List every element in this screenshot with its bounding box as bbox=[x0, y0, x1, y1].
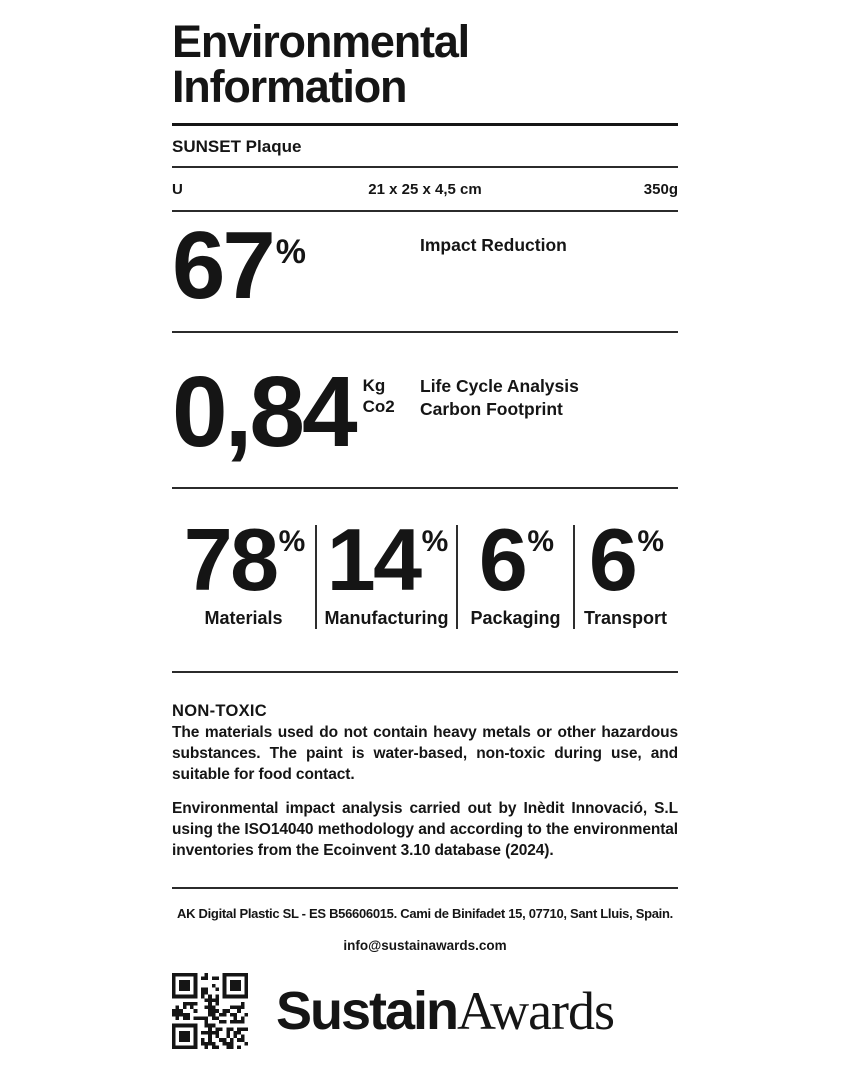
carbon-footprint-label bbox=[420, 375, 579, 421]
analysis-paragraph: Environmental impact analysis carried out by Inèdit Innovació, S.L using the ISO14040 methodology and according to the environmental inventories from the Ecoinvent 3.10 database (2024). bbox=[172, 800, 678, 859]
breakdown-transport-value-group bbox=[588, 510, 665, 609]
carbon-label-line1: Life Cycle Analysis bbox=[420, 376, 579, 396]
product-dimensions: 21 x 25 x 4,5 cm bbox=[368, 181, 482, 198]
contact-email: info@sustainawards.com bbox=[343, 938, 507, 953]
breakdown-materials bbox=[172, 510, 315, 629]
breakdown-materials-label: Materials bbox=[204, 608, 283, 628]
breakdown-packaging-value: 6 bbox=[478, 510, 526, 609]
footer-logo-row bbox=[172, 973, 678, 1049]
breakdown-transport-percent-sign: % bbox=[637, 525, 665, 558]
breakdown-packaging bbox=[458, 510, 573, 629]
carbon-footprint-metric bbox=[172, 333, 678, 487]
impact-reduction-label: Impact Reduction bbox=[420, 235, 567, 255]
breakdown-materials-value-group bbox=[183, 510, 306, 609]
nontoxic-heading: NON-TOXIC bbox=[172, 702, 267, 720]
breakdown-packaging-label: Packaging bbox=[470, 608, 561, 628]
divider-footer bbox=[172, 887, 678, 889]
breakdown-materials-value: 78 bbox=[183, 510, 277, 609]
logo-awards-text: Awards bbox=[457, 981, 615, 1041]
nontoxic-paragraph: The materials used do not contain heavy metals or other hazardous substances. The paint is water-based, non-toxic during use, and suitable for food contact. bbox=[172, 724, 678, 783]
impact-reduction-metric bbox=[172, 212, 678, 331]
breakdown-manufacturing-percent-sign: % bbox=[421, 525, 449, 558]
logo-sustain-text: Sustain bbox=[276, 981, 458, 1041]
carbon-label-line2: Carbon Footprint bbox=[420, 399, 563, 419]
breakdown-packaging-percent-sign: % bbox=[527, 525, 555, 558]
breakdown-packaging-value-group bbox=[478, 510, 555, 609]
breakdown-transport bbox=[575, 510, 676, 629]
breakdown-transport-label: Transport bbox=[583, 608, 667, 628]
qr-code-icon bbox=[172, 973, 248, 1049]
product-weight: 350g bbox=[643, 181, 678, 198]
breakdown-materials-percent-sign: % bbox=[278, 525, 306, 558]
notes-section bbox=[172, 673, 678, 887]
impact-breakdown-row bbox=[172, 489, 678, 671]
page-title-line1: Environmental bbox=[172, 16, 469, 67]
breakdown-transport-value: 6 bbox=[588, 510, 636, 609]
sustainawards-logo bbox=[276, 981, 615, 1041]
product-name: SUNSET Plaque bbox=[172, 137, 302, 156]
breakdown-manufacturing-value-group bbox=[326, 510, 449, 609]
breakdown-manufacturing bbox=[317, 510, 456, 629]
environmental-label-sheet bbox=[172, 16, 678, 1049]
breakdown-manufacturing-value: 14 bbox=[326, 510, 420, 609]
page-title-line2: Information bbox=[172, 61, 407, 112]
carbon-unit-line2: Co2 bbox=[362, 397, 395, 416]
product-spec-row bbox=[172, 168, 678, 210]
carbon-unit-line1: Kg bbox=[362, 376, 386, 395]
breakdown-manufacturing-label: Manufacturing bbox=[324, 608, 449, 628]
impact-reduction-value: 67 bbox=[172, 212, 273, 319]
product-unit: U bbox=[172, 181, 183, 198]
carbon-footprint-unit bbox=[363, 375, 395, 417]
carbon-footprint-value: 0,84 bbox=[172, 356, 355, 468]
impact-reduction-percent-sign: % bbox=[275, 233, 307, 271]
page-title bbox=[172, 16, 678, 112]
company-address-line: AK Digital Plastic SL - ES B56606015. Cami de Binifadet 15, 07710, Sant Lluis, Spain. bbox=[177, 906, 673, 921]
